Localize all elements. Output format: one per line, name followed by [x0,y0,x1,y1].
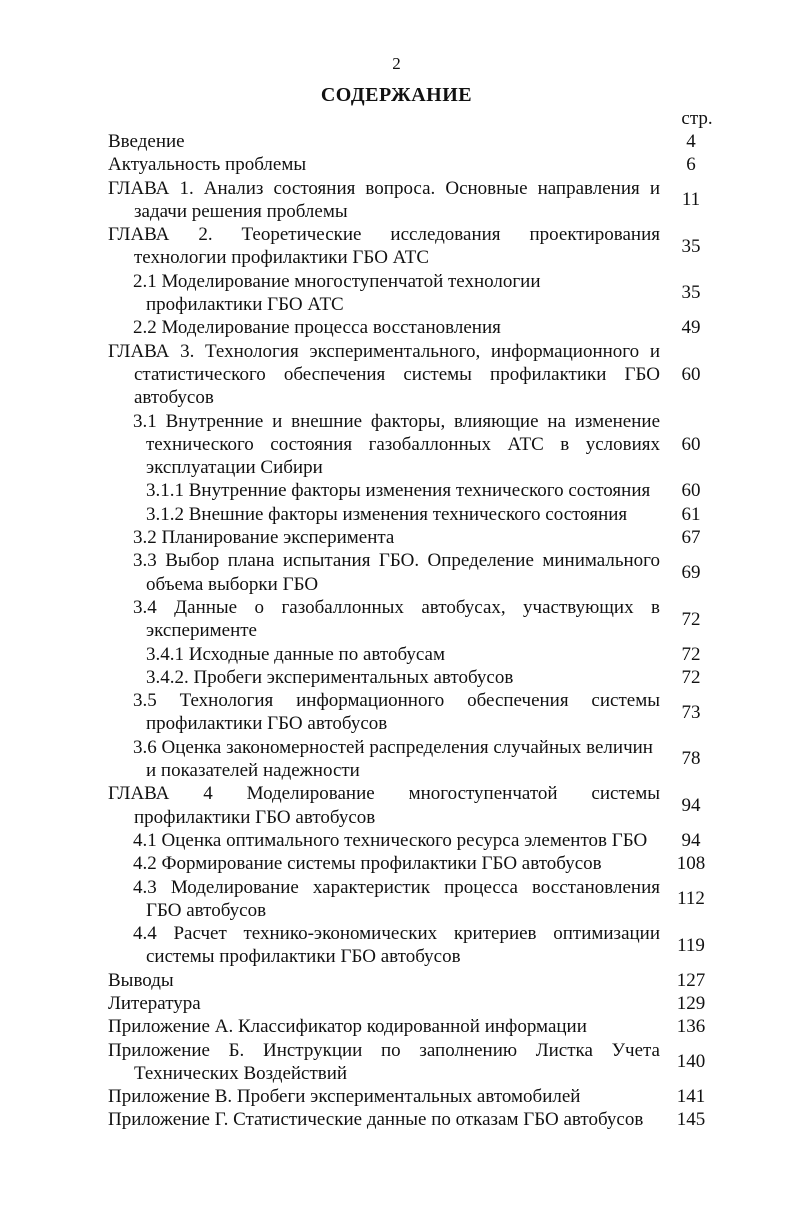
toc-entry [108,969,722,992]
toc-entry-line: профилактики ГБО автобусов [146,713,388,735]
toc-entry-line: эксперименте [146,620,257,642]
toc-entry-title [108,479,660,502]
toc-entry-page: 73 [681,701,701,723]
toc-entry [108,643,722,666]
toc-entry-title [108,596,660,643]
toc-entry-line: 2.2 Моделирование процесса восстановления [133,317,501,339]
toc-entry-line: Актуальность проблемы [108,154,307,176]
toc-entry-line: 3.2 Планирование эксперимента [133,527,395,549]
toc-entry-line: технологии профилактики ГБО АТС [134,247,429,269]
toc-entry [108,153,722,176]
toc-entry-line: ГБО автобусов [146,899,267,921]
toc-entry-title [108,1039,660,1086]
toc-entry-line: 3.4.1 Исходные данные по автобусам [146,643,446,665]
toc-entry-page: 67 [681,527,701,549]
toc-entry-line: Приложение Б. Инструкции по заполнению Листка Учета [108,1039,660,1061]
toc-entry [108,922,722,969]
toc-entry [108,1108,722,1131]
toc-entry-page: 72 [681,643,701,665]
toc-entry-line: Приложение А. Классификатор кодированной информации [108,1016,587,1038]
toc-entry [108,479,722,502]
toc-entry-title [108,782,660,829]
toc-entry [108,223,722,270]
toc-entry-page: 94 [681,829,701,851]
toc-entry-page: 129 [676,992,706,1014]
toc-entry-title [108,316,660,339]
toc-entry-line: задачи решения проблемы [134,200,348,222]
toc-entry [108,666,722,689]
toc-entry-line: 4.4 Расчет технико-экономических критериев оптимизации [133,923,660,945]
toc-entry-line: ГЛАВА 1. Анализ состояния вопроса. Основные направления и [108,177,660,199]
toc-entry-line: 3.1.1 Внутренние факторы изменения технического состояния [146,480,651,502]
toc-entry-title [108,503,660,526]
toc-entry-title [108,223,660,270]
toc-entry-title [108,689,660,736]
toc-entry-title [108,270,660,317]
page-title: СОДЕРЖАНИЕ [320,84,473,106]
toc-entry-line: Технических Воздействий [134,1062,348,1084]
toc-entry-line: статистического обеспечения системы профилактики ГБО [134,363,660,385]
toc-entry-title [108,643,660,666]
toc-entry [108,340,722,410]
toc-entry-title [108,852,660,875]
toc-entry-title [108,666,660,689]
toc-entry-line: 3.4 Данные о газобаллонных автобусах, участвующих в [133,596,660,618]
toc-entry [108,177,722,224]
toc-entry-title [108,410,660,480]
toc-entry-title [108,130,660,153]
toc-entry [108,876,722,923]
toc-entry-line: системы профилактики ГБО автобусов [146,946,461,968]
toc-entry-line: Приложение В. Пробеги экспериментальных автомобилей [108,1086,581,1108]
toc-entry-page: 69 [681,561,701,583]
toc-entry-title [108,1015,660,1038]
toc-entry-page: 145 [676,1109,706,1131]
toc-entry-line: Введение [108,131,185,152]
toc-entry-page: 119 [677,934,705,956]
toc-entry-page: 35 [681,282,701,304]
toc-entry-title [108,969,660,992]
toc-entry-title [108,340,660,410]
toc-entry-page: 60 [681,433,701,455]
toc-entry-line: 2.1 Моделирование многоступенчатой технологии [133,270,541,292]
toc-entry-title [108,526,660,549]
toc-entry-line: эксплуатации Сибири [146,457,323,479]
toc-entry-page: 141 [676,1086,706,1108]
toc-entry-line: автобусов [134,387,214,409]
toc-entry-page: 11 [681,189,701,211]
toc-entry-line: 3.6 Оценка закономерностей распределения случайных величин [133,736,653,758]
table-of-contents [108,130,722,1132]
toc-entry-page: 61 [681,503,701,525]
toc-entry-page: 35 [681,235,701,257]
toc-entry [108,316,722,339]
toc-entry-title [108,549,660,596]
toc-entry-page: 72 [681,666,701,688]
toc-entry-line: 4.3 Моделирование характеристик процесса восстановления [133,876,660,898]
toc-entry [108,1085,722,1108]
toc-entry-title [108,177,660,224]
toc-entry-page: 94 [681,794,701,816]
toc-entry-page: 49 [681,317,701,339]
toc-entry-title [108,153,660,176]
toc-entry-title [108,992,660,1015]
toc-entry-page: 4 [686,131,696,152]
toc-entry-line: ГЛАВА 3. Технология экспериментального, информационного и [108,340,660,362]
toc-entry-page: 112 [677,888,705,910]
toc-entry [108,526,722,549]
toc-entry [108,130,722,153]
toc-entry-title [108,876,660,923]
toc-entry-line: и показателей надежности [146,760,360,782]
toc-entry [108,782,722,829]
page-column-label: стр. [681,108,713,129]
toc-entry-line: профилактики ГБО автобусов [134,806,376,828]
toc-entry [108,736,722,783]
toc-entry-page: 108 [676,853,706,875]
toc-entry-page: 6 [686,154,696,176]
toc-entry-title [108,922,660,969]
toc-entry-line: 4.2 Формирование системы профилактики ГБО автобусов [133,853,602,875]
toc-entry [108,689,722,736]
toc-entry-line: 3.1.2 Внешние факторы изменения технического состояния [146,503,628,525]
toc-entry [108,1015,722,1038]
toc-entry [108,596,722,643]
toc-entry-line: 3.5 Технология информационного обеспечения системы [133,690,660,712]
toc-entry [108,503,722,526]
toc-entry-page: 60 [681,480,701,502]
toc-entry-title [108,1108,660,1131]
toc-entry-page: 140 [676,1051,706,1073]
toc-entry-line: объема выборки ГБО [146,573,319,595]
toc-entry-page: 127 [676,969,706,991]
page-number: 2 [392,54,401,73]
toc-entry-title [108,1085,660,1108]
toc-entry-line: ГЛАВА 2. Теоретические исследования проектирования [108,224,660,246]
toc-entry [108,549,722,596]
toc-entry [108,410,722,480]
toc-entry [108,852,722,875]
toc-entry-page: 78 [681,748,701,770]
toc-entry-line: Литература [108,992,201,1014]
toc-entry-line: 3.3 Выбор плана испытания ГБО. Определение минимального [133,550,660,572]
toc-entry-line: Приложение Г. Статистические данные по отказам ГБО автобусов [108,1109,644,1131]
toc-entry-page: 60 [681,363,701,385]
toc-entry-line: Выводы [108,969,174,991]
toc-entry-line: 4.1 Оценка оптимального технического ресурса элементов ГБО [133,829,648,851]
toc-entry-line: 3.4.2. Пробеги экспериментальных автобусов [146,666,514,688]
toc-entry-page: 136 [676,1016,706,1038]
toc-entry [108,270,722,317]
toc-entry-title [108,829,660,852]
toc-entry-title [108,736,660,783]
toc-entry [108,992,722,1015]
toc-entry [108,829,722,852]
toc-entry [108,1039,722,1086]
toc-entry-line: ГЛАВА 4 Моделирование многоступенчатой системы [108,783,660,805]
toc-entry-line: профилактики ГБО АТС [146,294,344,316]
toc-entry-line: 3.1 Внутренние и внешние факторы, влияющие на изменение [133,410,660,432]
toc-entry-line: технического состояния газобаллонных АТС в условиях [146,433,660,455]
toc-entry-page: 72 [681,608,701,630]
